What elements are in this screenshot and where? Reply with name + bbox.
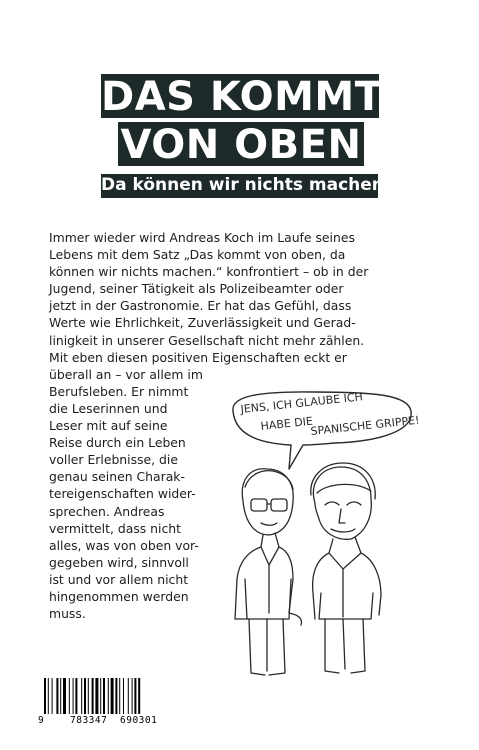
blurb-line: vermittelt, dass nicht bbox=[49, 520, 181, 536]
title-line-1: DAS KOMMT bbox=[101, 74, 383, 120]
title-line-2: VON OBEN bbox=[118, 122, 364, 166]
barcode-bar bbox=[56, 678, 58, 714]
blurb-line: Lebens mit dem Satz „Das kommt von oben, da bbox=[49, 247, 346, 263]
barcode-bar bbox=[81, 678, 82, 714]
blurb-line: genau seinen Charak- bbox=[49, 469, 185, 485]
barcode-bar bbox=[138, 678, 140, 714]
barcode-digits-right: 690301 bbox=[120, 715, 158, 726]
blurb-line: muss. bbox=[49, 606, 86, 622]
blurb-line: Mit eben diesen positiven Eigenschaften eckt er bbox=[49, 349, 347, 365]
blurb-line: hingenommen werden bbox=[49, 588, 189, 604]
blurb-line: linigkeit in unserer Gesellschaft nicht mehr zählen. bbox=[49, 332, 365, 348]
blurb-line: überall an – vor allem im bbox=[49, 366, 203, 382]
barcode-bar bbox=[108, 678, 109, 714]
barcode-bar bbox=[119, 678, 120, 714]
barcode-digit-lead: 9 bbox=[38, 715, 45, 726]
barcode-bar bbox=[52, 678, 53, 714]
barcode-bar bbox=[128, 678, 129, 714]
blurb-line: Leser mit auf seine bbox=[49, 418, 168, 434]
barcode-bar bbox=[84, 678, 86, 714]
speech-text-2: HABE DIE bbox=[259, 414, 314, 433]
barcode-bar bbox=[115, 678, 117, 714]
barcode-bar bbox=[88, 678, 89, 714]
barcode-bar bbox=[134, 678, 136, 714]
blurb-line: Reise durch ein Leben bbox=[49, 435, 186, 451]
barcode-bar bbox=[63, 678, 66, 714]
speech-text-3: SPANISCHE GRIPPE! bbox=[309, 413, 421, 438]
blurb-line: Jugend, seiner Tätigkeit als Polizeibeamter oder bbox=[49, 281, 344, 297]
barcode-bar bbox=[100, 678, 101, 714]
barcode-bar bbox=[60, 678, 61, 714]
left-man-glasses bbox=[251, 499, 267, 511]
barcode-bar bbox=[44, 678, 46, 714]
barcode-bar bbox=[132, 678, 133, 714]
speech-text-1: JENS, ICH GLAUBE ICH bbox=[239, 390, 364, 416]
barcode-bar bbox=[92, 678, 94, 714]
blurb-line: können wir nichts machen.“ konfrontiert – ob in der bbox=[49, 264, 369, 280]
blurb-line: sprechen. Andreas bbox=[49, 503, 165, 519]
right-man-body bbox=[313, 539, 333, 619]
barcode-bar bbox=[69, 678, 70, 714]
blurb-line: Immer wieder wird Andreas Koch im Laufe seines bbox=[49, 230, 355, 245]
blurb-line: Werte wie Ehrlichkeit, Zuverlässigkeit und Gerad- bbox=[49, 315, 356, 331]
barcode-bar bbox=[73, 678, 74, 714]
barcode-bar bbox=[123, 678, 124, 714]
right-man-head bbox=[313, 467, 371, 539]
blurb-line: tereigenschaften wider- bbox=[49, 486, 196, 502]
barcode-bar bbox=[111, 678, 114, 714]
subtitle: Da können wir nichts machen bbox=[101, 174, 378, 198]
barcode-bar bbox=[95, 678, 98, 714]
blurb-line: die Leserinnen und bbox=[49, 400, 168, 416]
blurb-line: Berufsleben. Er nimmt bbox=[49, 383, 189, 399]
blurb-line: ist und vor allem nicht bbox=[49, 571, 189, 587]
blurb-line: gegeben wird, sinnvoll bbox=[49, 554, 189, 570]
blurb-line: voller Erlebnisse, die bbox=[49, 452, 178, 468]
barcode-bar bbox=[48, 678, 49, 714]
cartoon-illustration bbox=[205, 383, 437, 683]
blurb-line: jetzt in der Gastronomie. Er hat das Gefühl, dass bbox=[49, 298, 352, 314]
barcode-digits-left: 783347 bbox=[70, 715, 108, 726]
blurb-line: alles, was von oben vor- bbox=[49, 537, 199, 553]
left-man-body bbox=[235, 535, 263, 619]
barcode-bar bbox=[75, 678, 77, 714]
barcode-bar bbox=[103, 678, 105, 714]
